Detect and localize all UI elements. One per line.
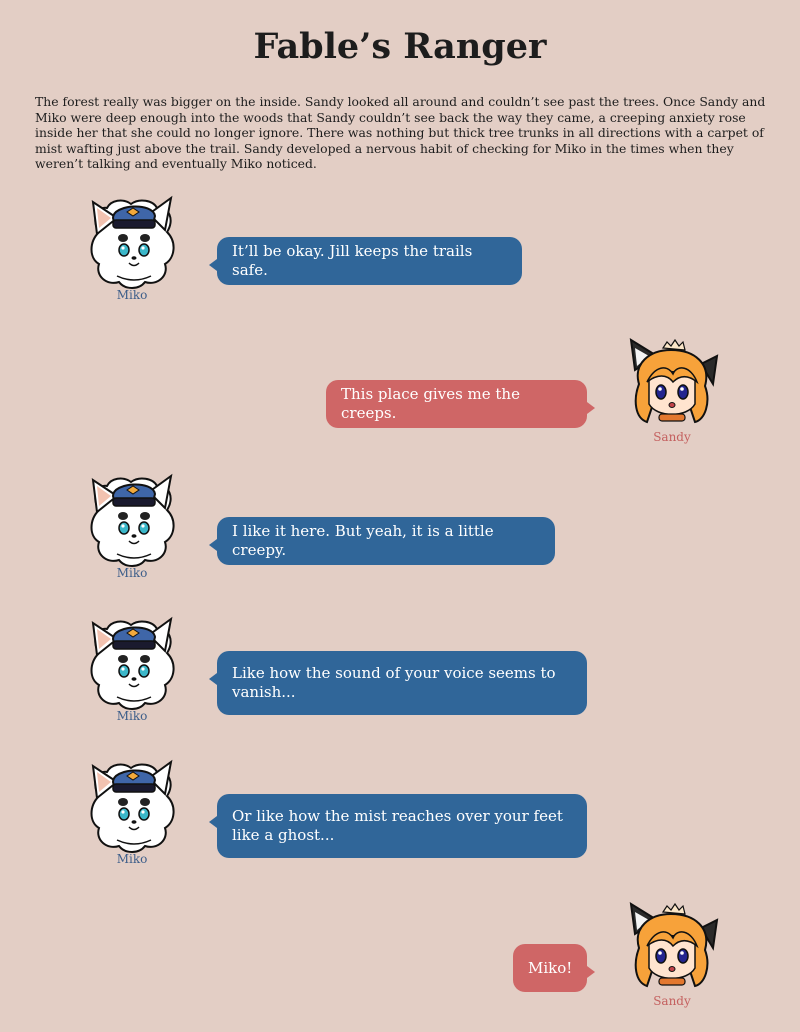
- chat-message: [0, 470, 800, 590]
- sandy-avatar-icon: [617, 334, 727, 434]
- chat-bubble: [326, 380, 587, 428]
- speaker-name: Sandy: [653, 994, 691, 1008]
- bubble-tail: [209, 816, 217, 828]
- miko-avatar-icon: [77, 192, 187, 292]
- speaker-name: Miko: [116, 288, 148, 302]
- miko-avatar-icon: [77, 470, 187, 570]
- chat-message: [0, 613, 800, 733]
- speaker-name: Miko: [116, 852, 148, 866]
- miko-avatar-icon: [77, 756, 187, 856]
- bubble-text: I like it here. But yeah, it is a little creepy.: [232, 522, 494, 559]
- chat-message: [0, 898, 800, 1022]
- miko-avatar-group: [77, 192, 187, 302]
- bubble-text: This place gives me the creeps.: [341, 385, 520, 422]
- speaker-name: Miko: [116, 709, 148, 723]
- sandy-avatar-group: [617, 898, 727, 1008]
- miko-avatar-group: [77, 470, 187, 580]
- miko-avatar-group: [77, 613, 187, 723]
- bubble-text: Like how the sound of your voice seems to vanish...: [232, 664, 556, 701]
- miko-avatar-group: [77, 756, 187, 866]
- bubble-text: Miko!: [528, 958, 573, 977]
- chat-bubble: [217, 237, 522, 285]
- chat-bubble: [217, 794, 587, 858]
- bubble-text: It’ll be okay. Jill keeps the trails safe.: [232, 242, 473, 279]
- chat-message: [0, 192, 800, 312]
- speaker-name: Sandy: [653, 430, 691, 444]
- sandy-avatar-group: [617, 334, 727, 444]
- bubble-tail: [209, 673, 217, 685]
- chat-message: [0, 334, 800, 458]
- bubble-tail: [587, 966, 595, 978]
- chat-bubble: [513, 944, 587, 992]
- chat-bubble: [217, 517, 555, 565]
- chat-bubble: [217, 651, 587, 715]
- intro-paragraph: The forest really was bigger on the inside. Sandy looked all around and couldn’t see past the trees. Once Sandy and Miko were deep enough into the woods that Sandy couldn’t see back the way they came, a creeping anxiety rose inside her that she could no longer ignore. There was nothing but thick tree trunks in all directions with a carpet of mist wafting just above the trail. Sandy developed a nervous habit of checking for Miko in the times when they weren’t talking and eventually Miko noticed.: [35, 94, 766, 171]
- sandy-avatar-icon: [617, 898, 727, 998]
- miko-avatar-icon: [77, 613, 187, 713]
- page-title: Fable’s Ranger: [253, 26, 547, 67]
- speaker-name: Miko: [116, 566, 148, 580]
- bubble-tail: [587, 402, 595, 414]
- bubble-tail: [209, 259, 217, 271]
- bubble-text: Or like how the mist reaches over your feet like a ghost...: [232, 807, 563, 844]
- bubble-tail: [209, 539, 217, 551]
- chat-message: [0, 756, 800, 876]
